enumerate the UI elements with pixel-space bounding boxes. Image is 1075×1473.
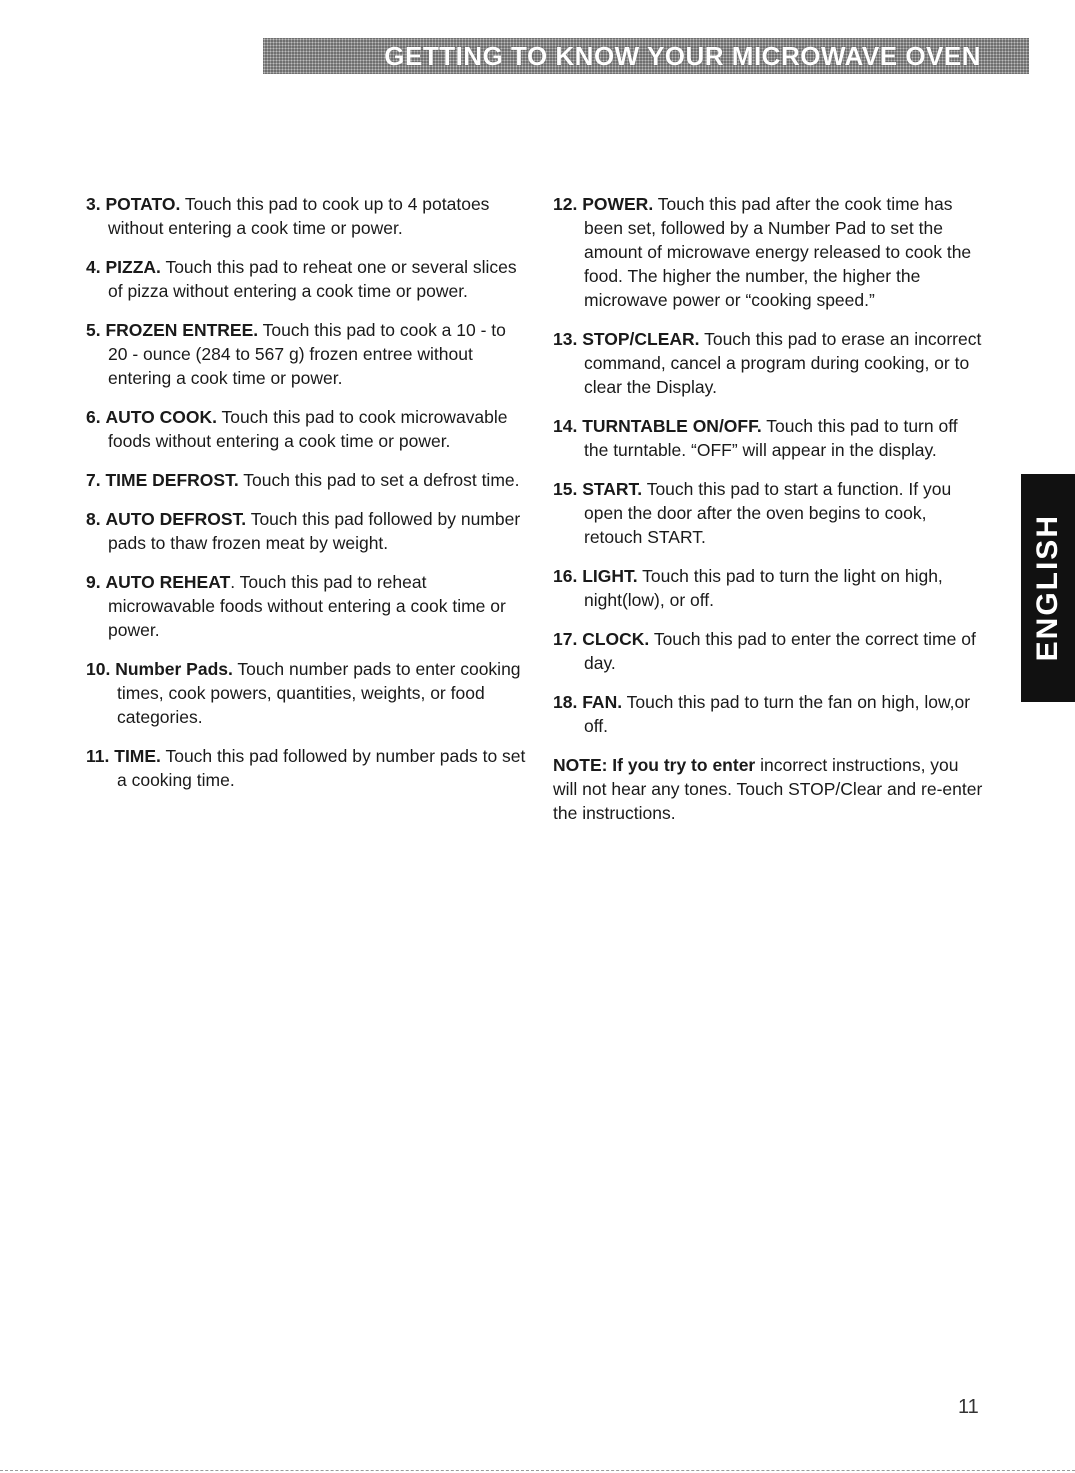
- language-side-tab-label: ENGLISH: [1031, 514, 1064, 662]
- item-number: 18.: [553, 692, 578, 712]
- item-number: 6.: [86, 407, 101, 427]
- item-description: Touch this pad followed by number pads to set a cooking time.: [117, 746, 526, 790]
- item-description: Touch this pad to turn the light on high, night(low), or off.: [584, 566, 943, 610]
- item-number: 14.: [553, 416, 578, 436]
- left-column: [86, 192, 526, 807]
- item-description: Touch this pad to start a function. If you open the door after the oven begins to cook, retouch START.: [584, 479, 952, 547]
- section-header-title: GETTING TO KNOW YOUR MICROWAVE OVEN: [384, 40, 981, 71]
- list-item: [86, 744, 526, 792]
- list-item: [86, 192, 526, 240]
- item-description: . Touch this pad to reheat microwavable foods without entering a cook time or power.: [108, 572, 506, 640]
- item-term: AUTO REHEAT: [105, 572, 231, 592]
- item-number: 15.: [553, 479, 578, 499]
- item-description: Touch this pad to cook up to 4 potatoes without entering a cook time or power.: [108, 194, 490, 238]
- list-item: [86, 657, 526, 729]
- item-term: FROZEN ENTREE.: [105, 320, 259, 340]
- language-side-tab: [1021, 474, 1075, 702]
- item-number: 12.: [553, 194, 578, 214]
- list-item: [86, 468, 526, 492]
- item-number: 13.: [553, 329, 578, 349]
- list-item: [553, 327, 983, 399]
- item-description: Touch this pad to enter the correct time of day.: [584, 629, 976, 673]
- item-term: AUTO COOK.: [105, 407, 217, 427]
- bottom-divider: [0, 1470, 1075, 1472]
- item-description: Touch this pad to turn the fan on high, low,or off.: [584, 692, 971, 736]
- list-item: [86, 570, 526, 642]
- section-header-banner: [263, 38, 1029, 74]
- item-number: 9.: [86, 572, 101, 592]
- item-term: START.: [582, 479, 643, 499]
- item-term: FAN.: [582, 692, 623, 712]
- list-item: [553, 690, 983, 738]
- item-number: 17.: [553, 629, 578, 649]
- item-description: Touch this pad to set a defrost time.: [238, 470, 520, 490]
- note-text: incorrect instructions, you will not hear any tones. Touch STOP/Clear and re-enter the instructions.: [553, 755, 983, 823]
- item-number: 11.: [86, 746, 110, 766]
- list-item: [86, 507, 526, 555]
- item-term: Number Pads.: [115, 659, 233, 679]
- list-item: [553, 564, 983, 612]
- item-description: Touch this pad to cook microwavable foods without entering a cook time or power.: [108, 407, 508, 451]
- item-description: Touch this pad to turn off the turntable. “OFF” will appear in the display.: [584, 416, 958, 460]
- item-number: 4.: [86, 257, 101, 277]
- item-number: 8.: [86, 509, 101, 529]
- item-term: STOP/CLEAR.: [582, 329, 700, 349]
- list-item: [553, 627, 983, 675]
- item-term: PIZZA.: [105, 257, 161, 277]
- item-term: TURNTABLE ON/OFF.: [582, 416, 762, 436]
- item-term: AUTO DEFROST.: [105, 509, 247, 529]
- item-term: LIGHT.: [582, 566, 638, 586]
- item-term: POTATO.: [105, 194, 181, 214]
- list-item: [553, 192, 983, 312]
- item-number: 10.: [86, 659, 111, 679]
- item-number: 7.: [86, 470, 101, 490]
- note-label: NOTE: If you try to enter: [553, 755, 756, 775]
- right-column: [553, 192, 983, 825]
- list-item: [86, 255, 526, 303]
- page-number: 11: [958, 1396, 979, 1418]
- item-description: Touch this pad to cook a 10 - to 20 - ounce (284 to 567 g) frozen entree without entering a cook time or power.: [108, 320, 506, 388]
- item-term: POWER.: [582, 194, 654, 214]
- item-description: Touch this pad followed by number pads to thaw frozen meat by weight.: [108, 509, 521, 553]
- item-description: Touch this pad to erase an incorrect command, cancel a program during cooking, or to clear the Display.: [584, 329, 982, 397]
- item-term: TIME.: [114, 746, 161, 766]
- note-paragraph: [553, 753, 983, 825]
- list-item: [86, 318, 526, 390]
- list-item: [86, 405, 526, 453]
- item-description: Touch this pad to reheat one or several slices of pizza without entering a cook time or power.: [108, 257, 517, 301]
- item-number: 3.: [86, 194, 101, 214]
- item-description: Touch number pads to enter cooking times, cook powers, quantities, weights, or food categories.: [117, 659, 521, 727]
- list-item: [553, 414, 983, 462]
- item-number: 16.: [553, 566, 578, 586]
- item-term: TIME DEFROST.: [105, 470, 239, 490]
- item-number: 5.: [86, 320, 101, 340]
- list-item: [553, 477, 983, 549]
- item-term: CLOCK.: [582, 629, 650, 649]
- item-description: Touch this pad after the cook time has been set, followed by a Number Pad to set the amount of microwave energy released to cook the food. The higher the number, the higher the microwave power or “cooking speed.”: [584, 194, 972, 310]
